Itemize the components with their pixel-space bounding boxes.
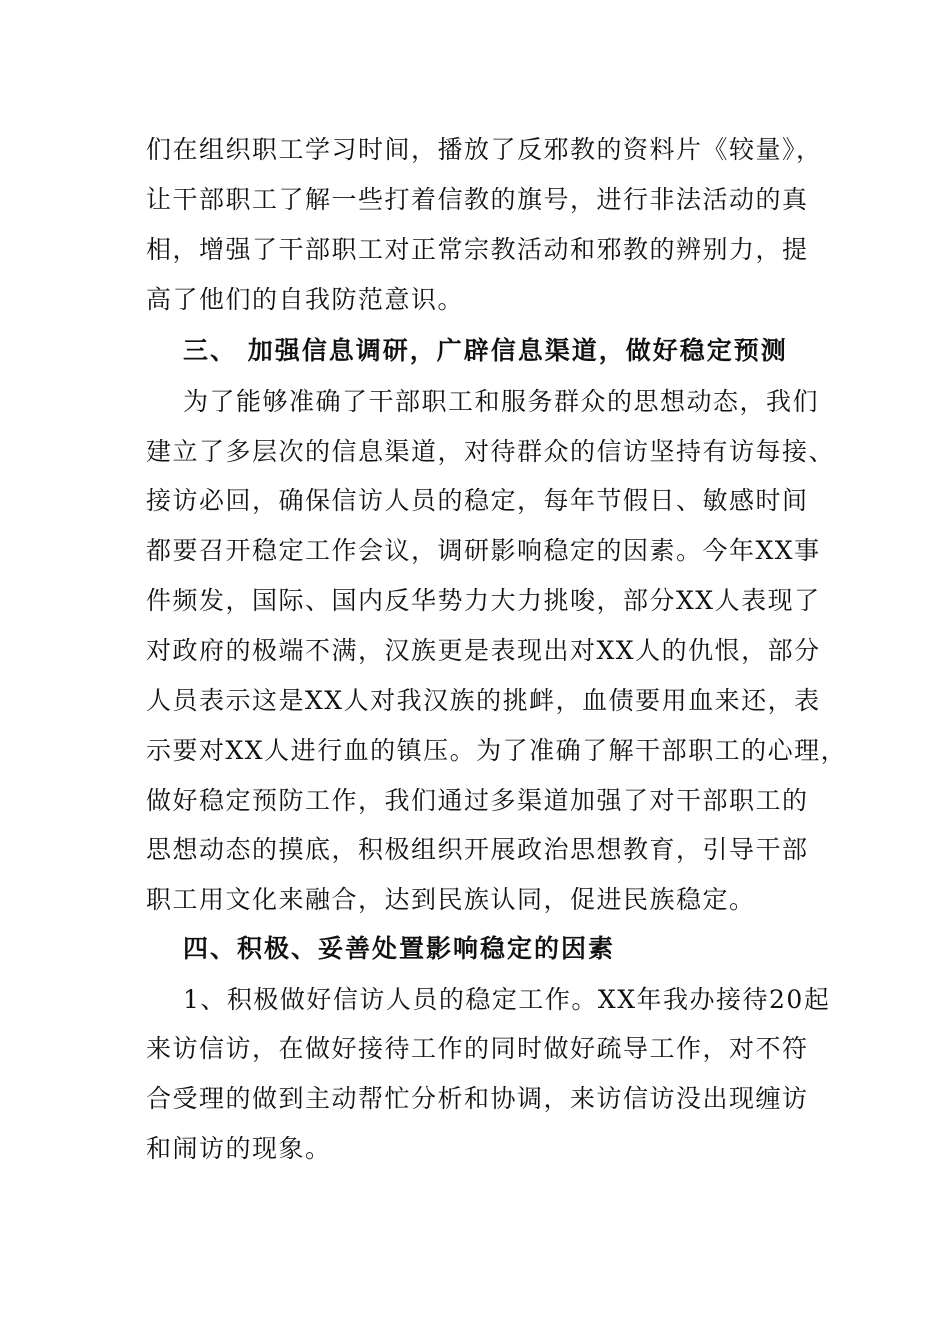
paragraph-line: 们在组织职工学习时间，播放了反邪教的资料片《较量》， <box>146 135 823 164</box>
paragraph-line: 人员表示这是XX人对我汉族的挑衅，血债要用血来还，表 <box>146 686 821 715</box>
paragraph-line: 示要对XX人进行血的镇压。为了准确了解干部职工的心理， <box>146 736 848 765</box>
paragraph-line: 都要召开稳定工作会议，调研影响稳定的因素。今年XX事 <box>146 536 821 565</box>
paragraph-line: 对政府的极端不满，汉族更是表现出对XX人的仇恨，部分 <box>146 636 821 665</box>
paragraph-line: 让干部职工了解一些打着信教的旗号，进行非法活动的真 <box>146 185 809 214</box>
paragraph-line: 接访必回，确保信访人员的稳定，每年节假日、敏感时间 <box>146 486 809 515</box>
section-heading-3: 三、 加强信息调研，广辟信息渠道，做好稳定预测 <box>183 336 788 365</box>
paragraph-line: 职工用文化来融合，达到民族认同，促进民族稳定。 <box>146 885 756 914</box>
paragraph-line: 做好稳定预防工作，我们通过多渠道加强了对干部职工的 <box>146 786 809 815</box>
section-heading-4: 四、积极、妥善处置影响稳定的因素 <box>183 934 616 963</box>
paragraph-line: 相，增强了干部职工对正常宗教活动和邪教的辨别力，提 <box>146 235 809 264</box>
paragraph-line: 来访信访，在做好接待工作的同时做好疏导工作，对不符 <box>146 1034 809 1063</box>
paragraph-line: 为了能够准确了干部职工和服务群众的思想动态，我们 <box>183 387 820 416</box>
paragraph-line: 建立了多层次的信息渠道，对待群众的信访坚持有访每接、 <box>146 437 836 466</box>
paragraph-line: 合受理的做到主动帮忙分析和协调，来访信访没出现缠访 <box>146 1084 809 1113</box>
paragraph-line: 思想动态的摸底，积极组织开展政治思想教育，引导干部 <box>146 835 809 864</box>
paragraph-line: 和闹访的现象。 <box>146 1134 332 1163</box>
paragraph-line: 1、积极做好信访人员的稳定工作。XX年我办接待20起 <box>183 985 831 1014</box>
paragraph-line: 高了他们的自我防范意识。 <box>146 285 465 314</box>
paragraph-line: 件频发，国际、国内反华势力大力挑唆，部分XX人表现了 <box>146 586 821 615</box>
